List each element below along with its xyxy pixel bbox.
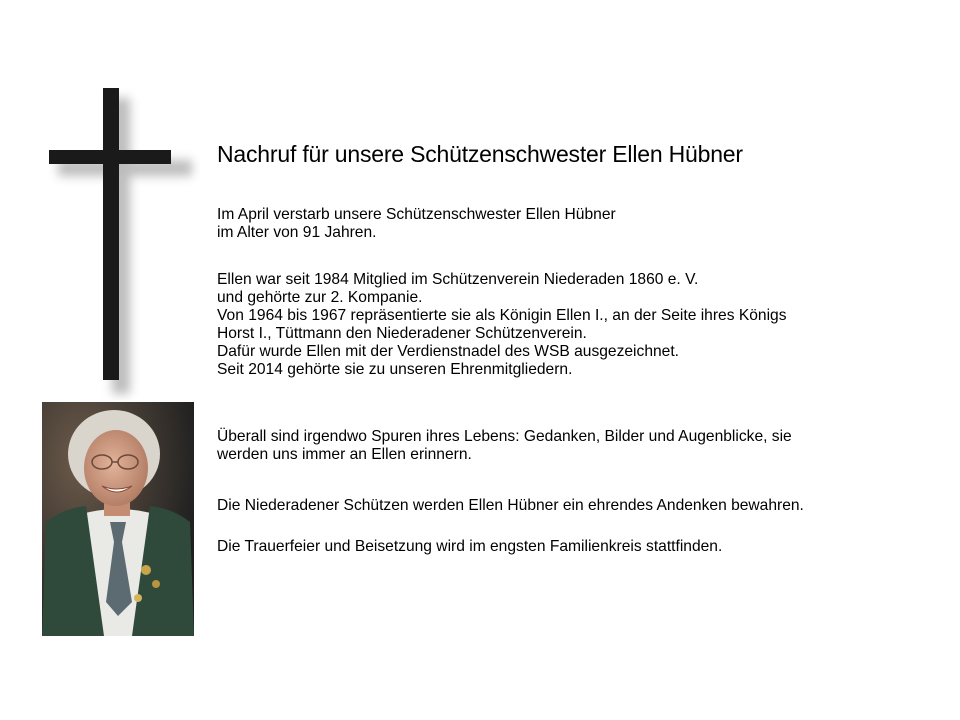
text-line: Die Niederadener Schützen werden Ellen Hübner ein ehrendes Andenken bewahren. <box>217 497 804 514</box>
cross-icon <box>30 80 200 400</box>
paragraph-memories <box>217 428 792 464</box>
portrait-photo <box>42 402 194 636</box>
text-line: Die Trauerfeier und Beisetzung wird im engsten Familienkreis stattfinden. <box>217 538 723 555</box>
paragraph-death-notice <box>217 206 616 242</box>
paragraph-funeral <box>217 538 722 556</box>
page-title: Nachruf für unsere Schützenschwester Ellen Hübner <box>217 141 743 167</box>
paragraph-biography <box>217 271 787 379</box>
text-line: Ellen war seit 1984 Mitglied im Schützenverein Niederaden 1860 e. V. <box>217 271 699 288</box>
text-line: Im April verstarb unsere Schützenschwester Ellen Hübner <box>217 206 616 223</box>
text-line: werden uns immer an Ellen erinnern. <box>217 446 472 463</box>
text-line: Horst I., Tüttmann den Niederadener Schützenverein. <box>217 325 587 342</box>
paragraph-remembrance <box>217 497 804 515</box>
text-line: Von 1964 bis 1967 repräsentierte sie als Königin Ellen I., an der Seite ihres Königs <box>217 307 787 324</box>
portrait-illustration <box>42 402 194 636</box>
text-line: Überall sind irgendwo Spuren ihres Lebens: Gedanken, Bilder und Augenblicke, sie <box>217 428 792 445</box>
text-line: Dafür wurde Ellen mit der Verdienstnadel des WSB ausgezeichnet. <box>217 343 679 360</box>
text-line: und gehörte zur 2. Kompanie. <box>217 289 423 306</box>
text-line: im Alter von 91 Jahren. <box>217 224 377 241</box>
text-line: Seit 2014 gehörte sie zu unseren Ehrenmitgliedern. <box>217 361 573 378</box>
